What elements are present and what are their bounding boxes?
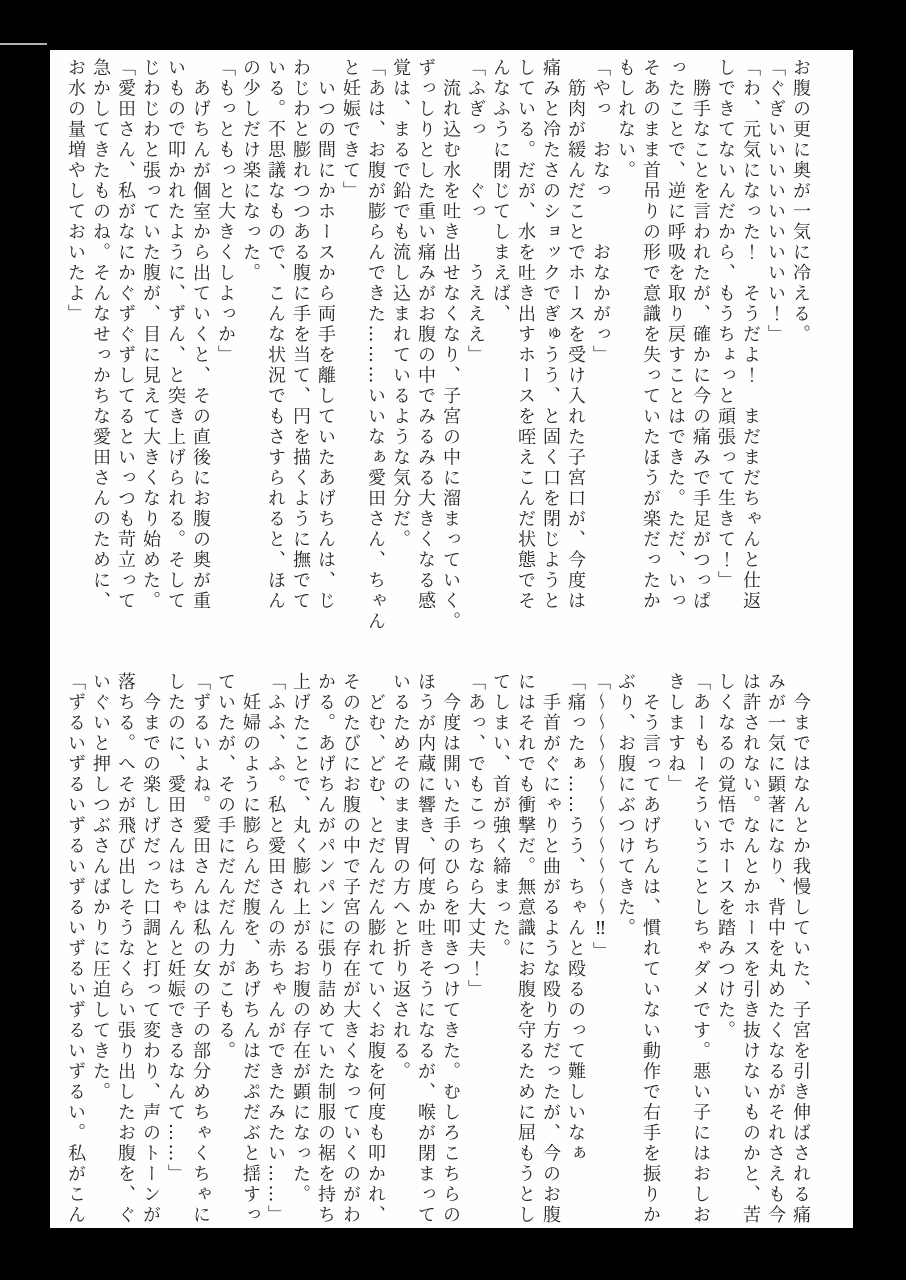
text-column: 「やっ おなっ おなかがっ」 xyxy=(590,58,611,366)
text-column: 今まではなんとか我慢していた、子宮を引き伸ばされる痛 xyxy=(790,672,811,1226)
text-column: てしまい、首が強く締まった。 xyxy=(490,672,511,959)
text-column: ていたが、その手にだんだん力がこもる。 xyxy=(215,672,236,1062)
text-column: んなふうに閉じてしまえば、 xyxy=(490,58,511,325)
text-column: 「ぐぎいいいいいいいいい！」 xyxy=(765,58,786,345)
text-column: 今度は開いた手のひらを叩きつけてきた。むしろこちらの xyxy=(440,672,461,1226)
text-column: 「ずるいよね。愛田さんは私の女の子の部分めちゃくちゃに xyxy=(190,672,211,1226)
text-column: ぶり、お腹にぶつけてきた。 xyxy=(615,672,636,939)
text-column: そのたびにお腹の中で子宮の存在が大きくなっていくのがわ xyxy=(340,672,361,1226)
text-column: 覚は、まるで鉛でも流し込まれているような気分だ。 xyxy=(390,58,411,550)
text-column: いぐいと押しつぶさんばかりに圧迫してきた。 xyxy=(90,672,111,1103)
text-column: かる。あげちんがパンパンに張り詰めていた制服の裾を持ち xyxy=(315,672,336,1226)
text-column: 落ちる。へそが飛び出しそうなくらい張り出したお腹を、ぐ xyxy=(115,672,136,1226)
text-column: ずっしりとした重い痛みがお腹の中でみるみる大きくなる感 xyxy=(415,58,436,612)
text-column: 「あっ、でもこっちなら大丈夫！」 xyxy=(465,672,486,1000)
text-column: している。だが、水を吐き出すホースを咥えこんだ状態でそ xyxy=(515,58,536,612)
text-column: 上げたことで、丸く膨れ上がるお腹の存在が顕になった。 xyxy=(290,672,311,1205)
text-column: じわじわと張っていた腹が、目に見えて大きくなり始めた。 xyxy=(140,58,161,612)
page-paper xyxy=(50,50,853,1228)
text-column: しくなるの覚悟でホースを踏みつけた。 xyxy=(715,672,736,1041)
text-column: 「ずるいずるいずるいずるいずるいずるいずるい。私がこん xyxy=(65,672,86,1226)
text-column: 痛みと冷たさのショックでぎゅうう、と固く口を閉じようと xyxy=(540,58,561,612)
text-column: みが一気に顕著になり、背中を丸めたくなるがそれさえも今 xyxy=(765,672,786,1226)
text-column: 急かしてきたものね。そんなせっかちな愛田さんのために、 xyxy=(90,58,111,612)
text-block-top xyxy=(60,58,813,632)
text-column: 「あは、お腹が膨らんできた………いいなぁ愛田さん、ちゃん xyxy=(365,58,386,632)
text-column: 今までの楽しげだった口調と打って変わり、声のトーンが xyxy=(140,672,161,1226)
text-block-bottom xyxy=(60,672,813,1228)
text-column: いる。不思議なもので、こんな状況でもさすられると、ほん xyxy=(265,58,286,612)
text-column: 「あーもーそういうことしちゃダメです。悪い子にはおしお xyxy=(690,672,711,1226)
text-column: ったことで、逆に呼吸を取り戻すことはできた。ただ、いっ xyxy=(665,58,686,612)
text-column: お水の量増やしておいたよ」 xyxy=(65,58,86,325)
text-column: どむ、どむ、とだんだん膨れていくお腹を何度も叩かれ、 xyxy=(365,672,386,1226)
scan-artifact-line xyxy=(0,43,47,45)
text-column: お腹の更に奥が一気に冷える。 xyxy=(790,58,811,345)
text-column: したのに、愛田さんはちゃんと妊娠できるなんて……」 xyxy=(165,672,186,1185)
text-column: 手首がぐにゃりと曲がるような殴り方だったが、今のお腹 xyxy=(540,672,561,1226)
text-column: そあのまま首吊りの形で意識を失っていたほうが楽だったか xyxy=(640,58,661,612)
text-column: わじわと膨れつつある腹に手を当て、円を描くように撫でて xyxy=(290,58,311,612)
text-column: 「もっともっと大きくしよっか」 xyxy=(215,58,236,366)
text-column: と妊娠できて」 xyxy=(340,58,361,202)
text-column: 「愛田さん、私がなにかぐずぐずしてるといっつも苛立って xyxy=(115,58,136,612)
text-column: 「～～～～～～～～～～～‼」 xyxy=(590,672,611,962)
text-column: 「ふぎっ ぐっ うえええ」 xyxy=(465,58,486,366)
text-column: は許されない。なんとかホースを引き抜けないものかと、苦 xyxy=(740,672,761,1226)
text-column: 勝手なことを言われたが、確かに今の痛みで手足がつっぱ xyxy=(690,58,711,612)
text-column: ほうが内蔵に響き、何度か吐きそうになるが、喉が閉まって xyxy=(415,672,436,1226)
text-column: 流れ込む水を吐き出せなくなり、子宮の中に溜まっていく。 xyxy=(440,58,461,632)
text-column: 「痛ったぁ……うう、ちゃんと殴るのって難しいなぁ xyxy=(565,672,586,1164)
text-column: もしれない。 xyxy=(615,58,636,181)
text-column: きしますね」 xyxy=(665,672,686,795)
text-column: いもので叩かれたように、ずん、と突き上げられる。そして xyxy=(165,58,186,612)
text-column: いるためそのまま胃の方へと折り返される。 xyxy=(390,672,411,1082)
text-column: 「ふふ、ふ。私と愛田さんの赤ちゃんができたみたい……」 xyxy=(265,672,286,1226)
text-column: 筋肉が緩んだことでホースを受け入れた子宮口が、今度は xyxy=(565,58,586,612)
text-column: そう言ってあげちんは、慣れていない動作で右手を振りか xyxy=(640,672,661,1226)
text-column: にはそれでも衝撃だ。無意識にお腹を守るために屈もうとし xyxy=(515,672,536,1226)
text-column: 「わ、元気になった！ そうだよ！ まだまだちゃんと仕返 xyxy=(740,58,761,612)
text-column: いつの間にかホースから両手を離していたあげちんは、じ xyxy=(315,58,336,612)
text-column: 妊婦のように膨らんだ腹を、あげちんはだぷだぶと揺すっ xyxy=(240,672,261,1226)
text-column: の少しだけ楽になった。 xyxy=(240,58,261,284)
text-column: あげちんが個室から出ていくと、その直後にお腹の奥が重 xyxy=(190,58,211,612)
text-column: しできてないんだから、もうちょっと頑張って生きて！」 xyxy=(715,58,736,591)
